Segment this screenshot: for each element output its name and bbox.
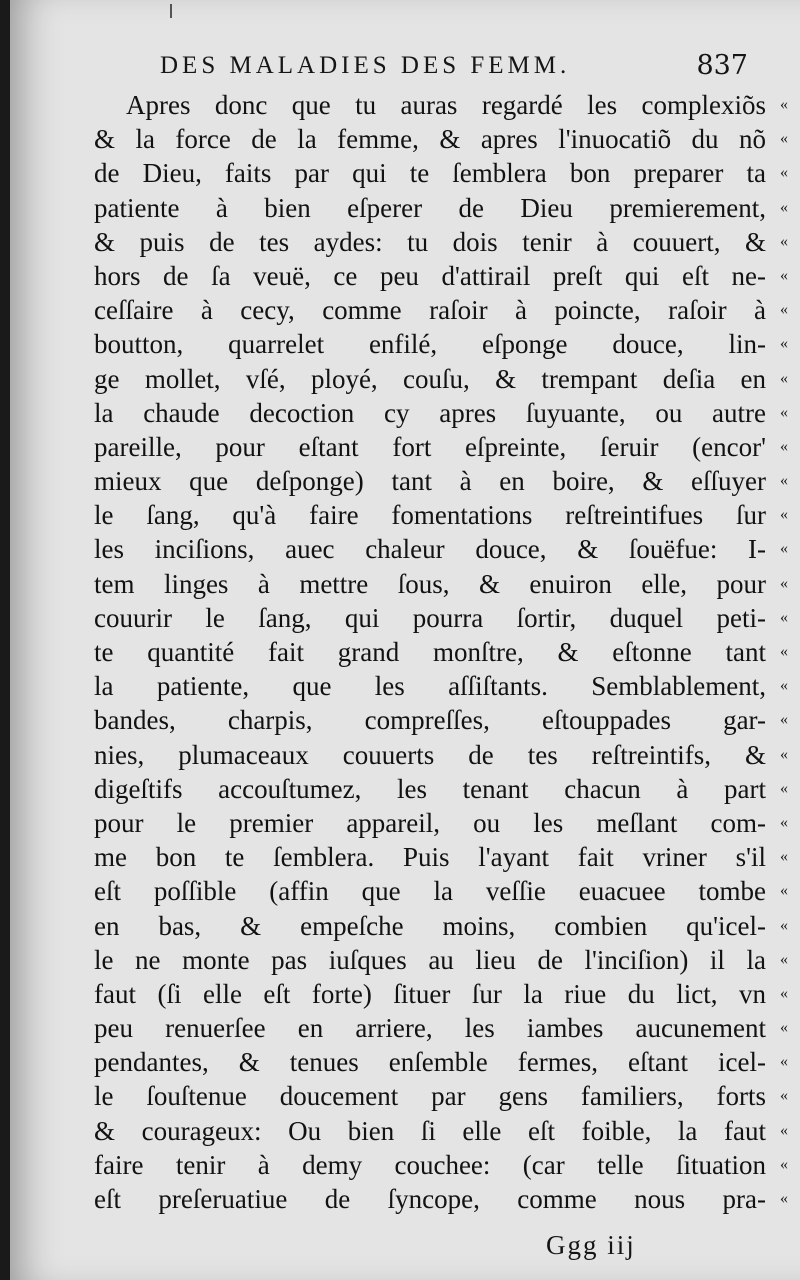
line-text: la patiente, que les aſſiſtants. Semblablement, [94,671,766,702]
line-text: faire tenir à demy couchee: (car telle ſituation [94,1149,766,1180]
line-text: hors de ſa veuë, ce peu d'attirail preſt qui eſt ne- [94,260,766,291]
line-text: pour le premier appareil, ou les meſlant com- [94,807,766,838]
margin-quote-marker: « [780,882,788,900]
line-text: le ne monte pas iuſques au lieu de l'inciſion) il la [94,944,766,975]
text-line [94,1045,788,1079]
line-text: Apres donc que tu auras regardé les complexiõs [126,90,766,120]
margin-quote-marker: « [780,711,788,729]
margin-quote-marker: « [780,198,788,216]
margin-quote-marker: « [780,848,788,866]
signature-mark: Ggg iij [546,1230,636,1260]
text-line [94,772,788,806]
margin-quote-marker: « [780,403,788,421]
margin-quote-marker: « [780,643,788,660]
line-text: te quantité fait grand monſtre, & eſtonne tant [94,637,766,667]
margin-quote-marker: « [780,266,788,284]
text-line [94,498,788,532]
margin-quote-marker: « [780,301,788,319]
margin-quote-marker: « [780,779,788,797]
line-text: faut (ſi elle eſt forte) ſituer ſur la riue du lict, vn [94,978,766,1009]
running-title: DES MALADIES DES FEMM. [160,52,571,79]
line-text: le ſang, qu'à faire fomentations reſtreintifues ſur [94,500,766,531]
margin-quote-marker: « [780,984,788,1002]
line-text: patiente à bien eſperer de Dieu premierement, [94,192,766,223]
text-line [94,567,788,601]
line-text: peu renuerſee en arriere, les iambes aucunement [94,1013,766,1044]
text-line [94,874,788,908]
margin-quote-marker: « [780,130,788,148]
text-line [94,396,788,430]
text-line [94,635,788,669]
line-text: le ſouſtenue doucement par gens familiers, forts [94,1081,766,1112]
margin-quote-marker: « [780,369,788,387]
margin-quote-marker: « [780,540,788,558]
text-line [94,156,788,190]
text-line [94,1079,788,1113]
text-line [94,909,788,943]
margin-quote-marker: « [780,1019,788,1037]
line-text: & puis de tes aydes: tu dois tenir à couuert, & [94,226,766,257]
margin-quote-marker: « [780,1053,788,1071]
margin-quote-marker: « [780,813,788,831]
text-line [94,1011,788,1045]
line-text: pareille, pour eſtant fort eſpreinte, ſeruir (encor' [94,431,766,462]
margin-quote-marker: « [780,1087,788,1105]
text-line [94,430,788,464]
text-line [94,88,788,122]
text-line [94,601,788,635]
line-text: les inciſions, auec chaleur douce, & ſouëfue: I- [94,534,766,565]
line-text: pendantes, & tenues enſemble fermes, eſtant icel- [94,1047,766,1078]
line-text: tem linges à mettre ſous, & enuiron elle, pour [94,568,766,599]
text-line [94,191,788,225]
margin-quote-marker: « [780,96,788,113]
text-line [94,293,788,327]
text-line [94,327,788,361]
text-line [94,943,788,977]
line-text: & courageux: Ou bien ſi elle eſt foible, la faut [94,1115,766,1146]
text-line [94,1114,788,1148]
line-text: ceſſaire à cecy, comme raſoir à poincte, raſoir à [94,295,766,326]
line-text: ge mollet, vſé, ployé, couſu, & trempant deſia en [94,363,766,394]
book-page [10,0,800,1280]
line-text: en bas, & empeſche moins, combien qu'icel- [94,910,766,941]
line-text: eſt preſeruatiue de ſyncope, comme nous pra- [94,1184,766,1214]
page-mark [170,4,172,18]
margin-quote-marker: « [780,1190,788,1207]
text-line [94,362,788,396]
margin-quote-marker: « [780,472,788,490]
line-text: couurir le ſang, qui pourra ſortir, duquel peti- [94,602,766,633]
margin-quote-marker: « [780,950,788,968]
margin-quote-marker: « [780,1121,788,1139]
text-line [94,464,788,498]
text-line [94,669,788,703]
page-number: 837 [696,50,748,81]
margin-quote-marker: « [780,437,788,455]
body-text [94,88,788,1216]
line-text: la chaude decoction cy apres ſuyuante, ou autre [94,397,766,428]
line-text: eſt poſſible (affin que la veſſie euacuee tombe [94,876,766,907]
text-line [94,225,788,259]
line-text: nies, plumaceaux couuerts de tes reſtreintifs, & [94,739,766,770]
line-text: bandes, charpis, compreſſes, eſtouppades gar- [94,705,766,736]
text-line [94,532,788,566]
line-text: me bon te ſemblera. Puis l'ayant fait vriner s'il [94,842,766,873]
line-text: boutton, quarrelet enfilé, eſponge douce, lin- [94,329,766,360]
margin-quote-marker: « [780,506,788,524]
text-line [94,806,788,840]
line-text: & la force de la femme, & apres l'inuocatiõ du nõ [94,124,766,155]
margin-quote-marker: « [780,916,788,934]
text-line [94,703,788,737]
line-text: de Dieu, faits par qui te ſemblera bon preparer ta [94,158,766,189]
margin-quote-marker: « [780,677,788,695]
margin-quote-marker: « [780,1155,788,1173]
text-line [94,977,788,1011]
text-line [94,259,788,293]
margin-quote-marker: « [780,164,788,182]
margin-quote-marker: « [780,574,788,592]
margin-quote-marker: « [780,745,788,763]
line-text: digeſtifs accouſtumez, les tenant chacun à part [94,773,766,804]
text-line [94,1182,788,1216]
text-line [94,122,788,156]
line-text: mieux que deſponge) tant à en boire, & eſſuyer [94,466,766,497]
margin-quote-marker: « [780,608,788,626]
page-header [160,52,760,88]
text-line [94,738,788,772]
margin-quote-marker: « [780,335,788,353]
text-line [94,840,788,874]
margin-quote-marker: « [780,232,788,250]
text-line [94,1148,788,1182]
